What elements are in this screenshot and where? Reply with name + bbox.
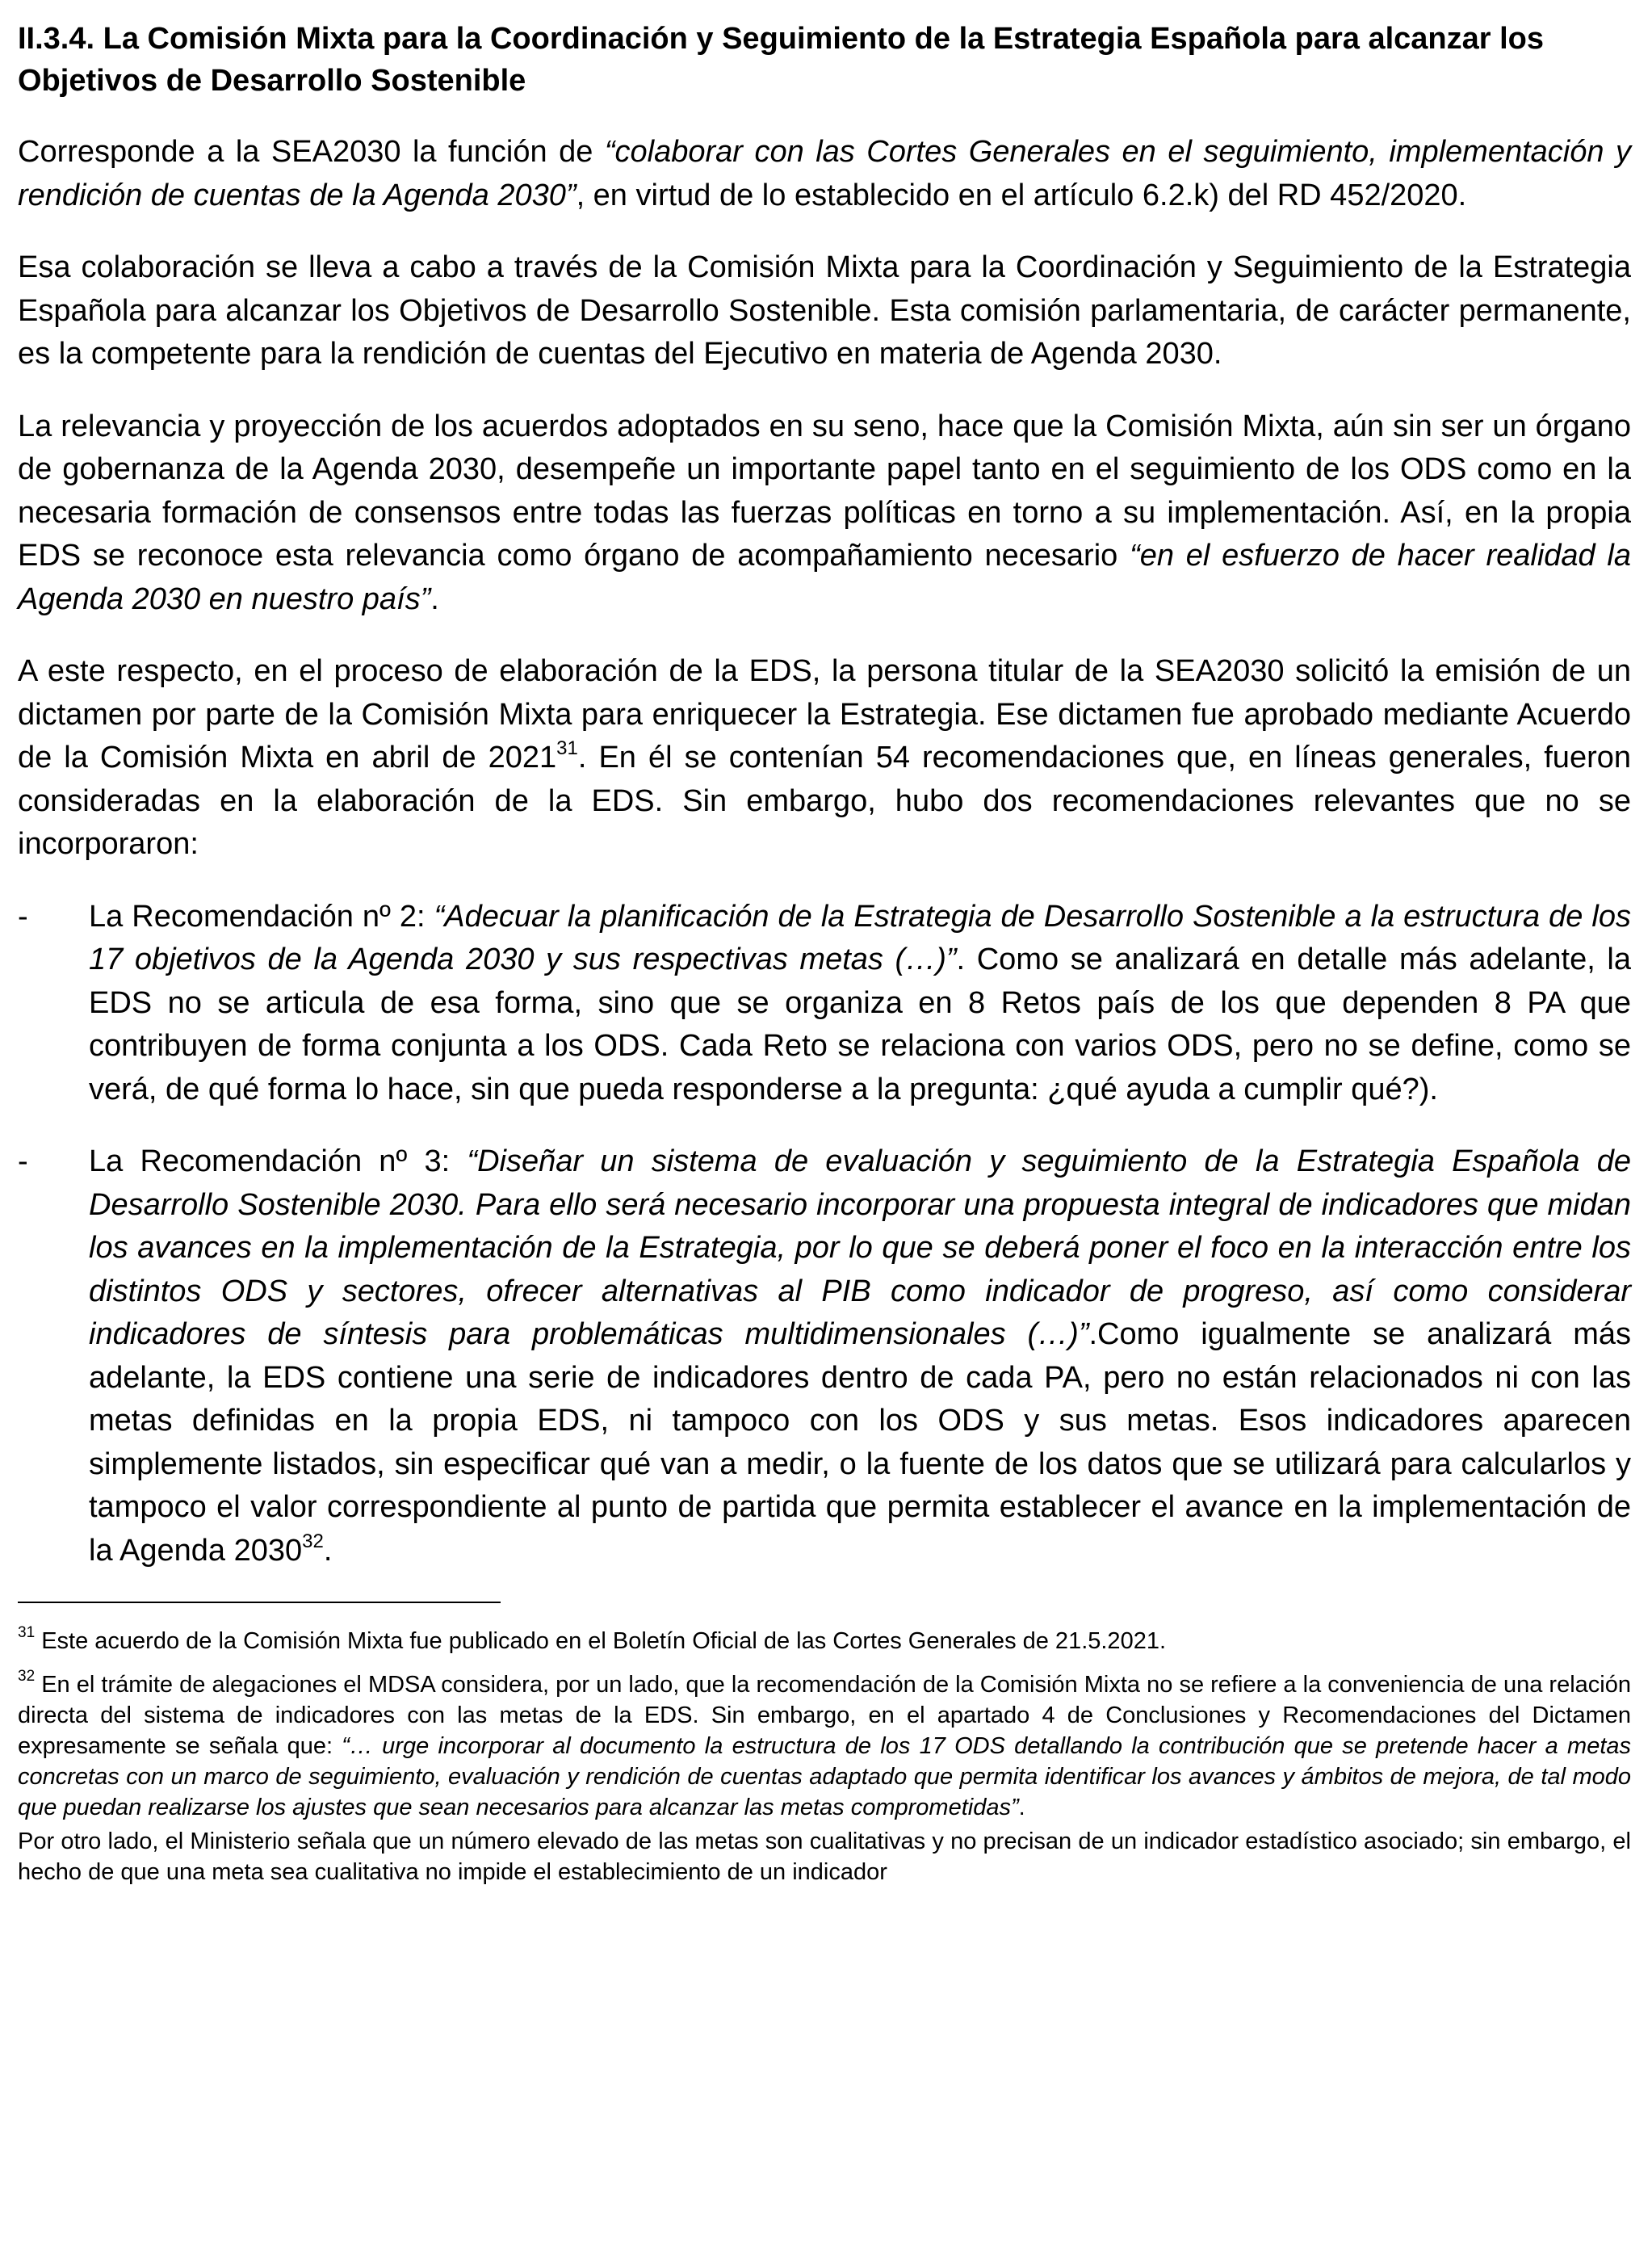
bullet-text-a: La Recomendación nº 3: (89, 1144, 468, 1178)
paragraph-4-text-b: . En él se contenían 54 recomendaciones que, en líneas generales, fueron consideradas en la elaboración de la EDS. Sin embargo, hubo dos recomendaciones relevantes que no se incorporaron: (18, 741, 1631, 861)
bullet-text-b: .Como igualmente se analizará más adelante, la EDS contiene una serie de indicadores dentro de cada PA, pero no están relacionados ni con las metas definidas en la propia EDS, ni tampoco con los ODS y sus metas. Esos indicadores aparecen simplemente listados, sin especificar qué van a medir, o la fuente de los datos que se utilizará para calcularlos y tampoco el valor correspondiente al punto de partida que permita establecer el avance en la implementación de la Agenda 2030 (89, 1317, 1631, 1568)
bullet-text-b: . Como se analizará en detalle más adelante, la EDS no se articula de esa forma, sino que se organiza en 8 Retos país de los que dependen 8 PA que contribuyen de forma conjunta a los ODS. Cada Reto se relaciona con varios ODS, pero no se define, como se verá, de qué forma lo hace, sin que pueda responderse a la pregunta: ¿qué ayuda a cumplir qué?). (89, 943, 1631, 1106)
bullet-quote: “Adecuar la planificación de la Estrategia de Desarrollo Sostenible a la estructura de los 17 objetivos de la Agenda 2030 y sus respectivas metas (…)” (89, 899, 1631, 976)
footnote-ref-32[interactable]: 32 (302, 1530, 324, 1552)
bullet-text (89, 1140, 1631, 1572)
paragraph-3-text-b: . (430, 581, 439, 616)
bullet-text-a: La Recomendación nº 2: (89, 899, 434, 934)
footnote-31-text: Este acuerdo de la Comisión Mixta fue publicado en el Boletín Oficial de las Cortes Generales de 21.5.2021. (35, 1628, 1167, 1654)
bullet-item-recommendation-3 (18, 1140, 1631, 1572)
footnote-31 (18, 1626, 1631, 1656)
bullet-text-c: . (323, 1533, 333, 1568)
paragraph-1-quote: “colaborar con las Cortes Generales en el seguimiento, implementación y rendición de cuentas de la Agenda 2030” (18, 135, 1631, 212)
paragraph-3-text-a: La relevancia y proyección de los acuerdos adoptados en su seno, hace que la Comisión Mixta, aún sin ser un órgano de gobernanza de la Agenda 2030, desempeñe un importante papel tanto en el seguimiento de los ODS como en la necesaria formación de consensos entre todas las fuerzas políticas en torno a su implementación. Así, en la propia EDS se reconoce esta relevancia como órgano de acompañamiento necesario (18, 409, 1631, 573)
bullet-quote: “Diseñar un sistema de evaluación y seguimiento de la Estrategia Española de Desarrollo Sostenible 2030. Para ello será necesario incorporar una propuesta integral de indicadores que midan los avances en la implementación de la Estrategia, por lo que se deberá poner el foco en la interacción entre los distintos ODS y sectores, ofrecer alternativas al PIB como indicador de progreso, así como considerar indicadores de síntesis para problemáticas multidimensionales (…)” (89, 1144, 1632, 1351)
footnote-32 (18, 1669, 1631, 1823)
bullet-dash: - (18, 899, 28, 934)
paragraph-1-text-a: Corresponde a la SEA2030 la función de (18, 135, 605, 169)
paragraph-3-quote: “en el esfuerzo de hacer realidad la Agenda 2030 en nuestro país” (18, 539, 1631, 616)
footnote-separator (18, 1602, 501, 1603)
footnote-ref-31[interactable]: 31 (556, 737, 578, 760)
footnote-31-number: 31 (18, 1624, 36, 1642)
footnote-32-continuation: Por otro lado, el Ministerio señala que un número elevado de las metas son cualitativas y no precisan de un indicador estadístico asociado; sin embargo, el hecho de que una meta sea cualitativa no impide el establecimiento de un indicador (18, 1828, 1631, 1885)
bullet-text (89, 896, 1631, 1112)
footnote-32-quote: “… urge incorporar al documento la estructura de los 17 ODS detallando la contribución que se pretende hacer a metas concretas con un marco de seguimiento, evaluación y rendición de cuentas adaptado que permita identificar los avances y ámbitos de mejora, de tal modo que puedan realizarse los ajustes que sean necesarios para alcanzar las metas comprometidas” (18, 1733, 1632, 1820)
document-page (18, 18, 1631, 1887)
paragraph-4 (18, 650, 1631, 867)
paragraph-4-text-a: A este respecto, en el proceso de elaboración de la EDS, la persona titular de la SEA2030 solicitó la emisión de un dictamen por parte de la Comisión Mixta para enriquecer la Estrategia. Ese dictamen fue aprobado mediante Acuerdo de la Comisión Mixta en abril de 2021 (18, 654, 1631, 775)
section-heading: II.3.4. La Comisión Mixta para la Coordinación y Seguimiento de la Estrategia Española para alcanzar los Objetivos de Desarrollo Sostenible (18, 22, 1544, 98)
paragraph-2: Esa colaboración se lleva a cabo a través de la Comisión Mixta para la Coordinación y Seguimiento de la Estrategia Española para alcanzar los Objetivos de Desarrollo Sostenible. Esta comisión parlamentaria, de carácter permanente, es la competente para la rendición de cuentas del Ejecutivo en materia de Agenda 2030. (18, 250, 1631, 371)
bullet-item-recommendation-2 (18, 896, 1631, 1112)
footnote-32-text-b: . (1018, 1795, 1025, 1820)
paragraph-3 (18, 405, 1631, 622)
paragraph-1 (18, 131, 1631, 217)
bullet-dash: - (18, 1144, 28, 1178)
footnote-32-number: 32 (18, 1668, 36, 1686)
paragraph-1-text-b: , en virtud de lo establecido en el artículo 6.2.k) del RD 452/2020. (576, 178, 1467, 212)
footnote-32-text-a: En el trámite de alegaciones el MDSA considera, por un lado, que la recomendación de la Comisión Mixta no se refiere a la conveniencia de una relación directa del sistema de indicadores con las metas de la EDS. Sin embargo, en el apartado 4 de Conclusiones y Recomendaciones del Dictamen expresamente se señala que: (18, 1672, 1631, 1759)
